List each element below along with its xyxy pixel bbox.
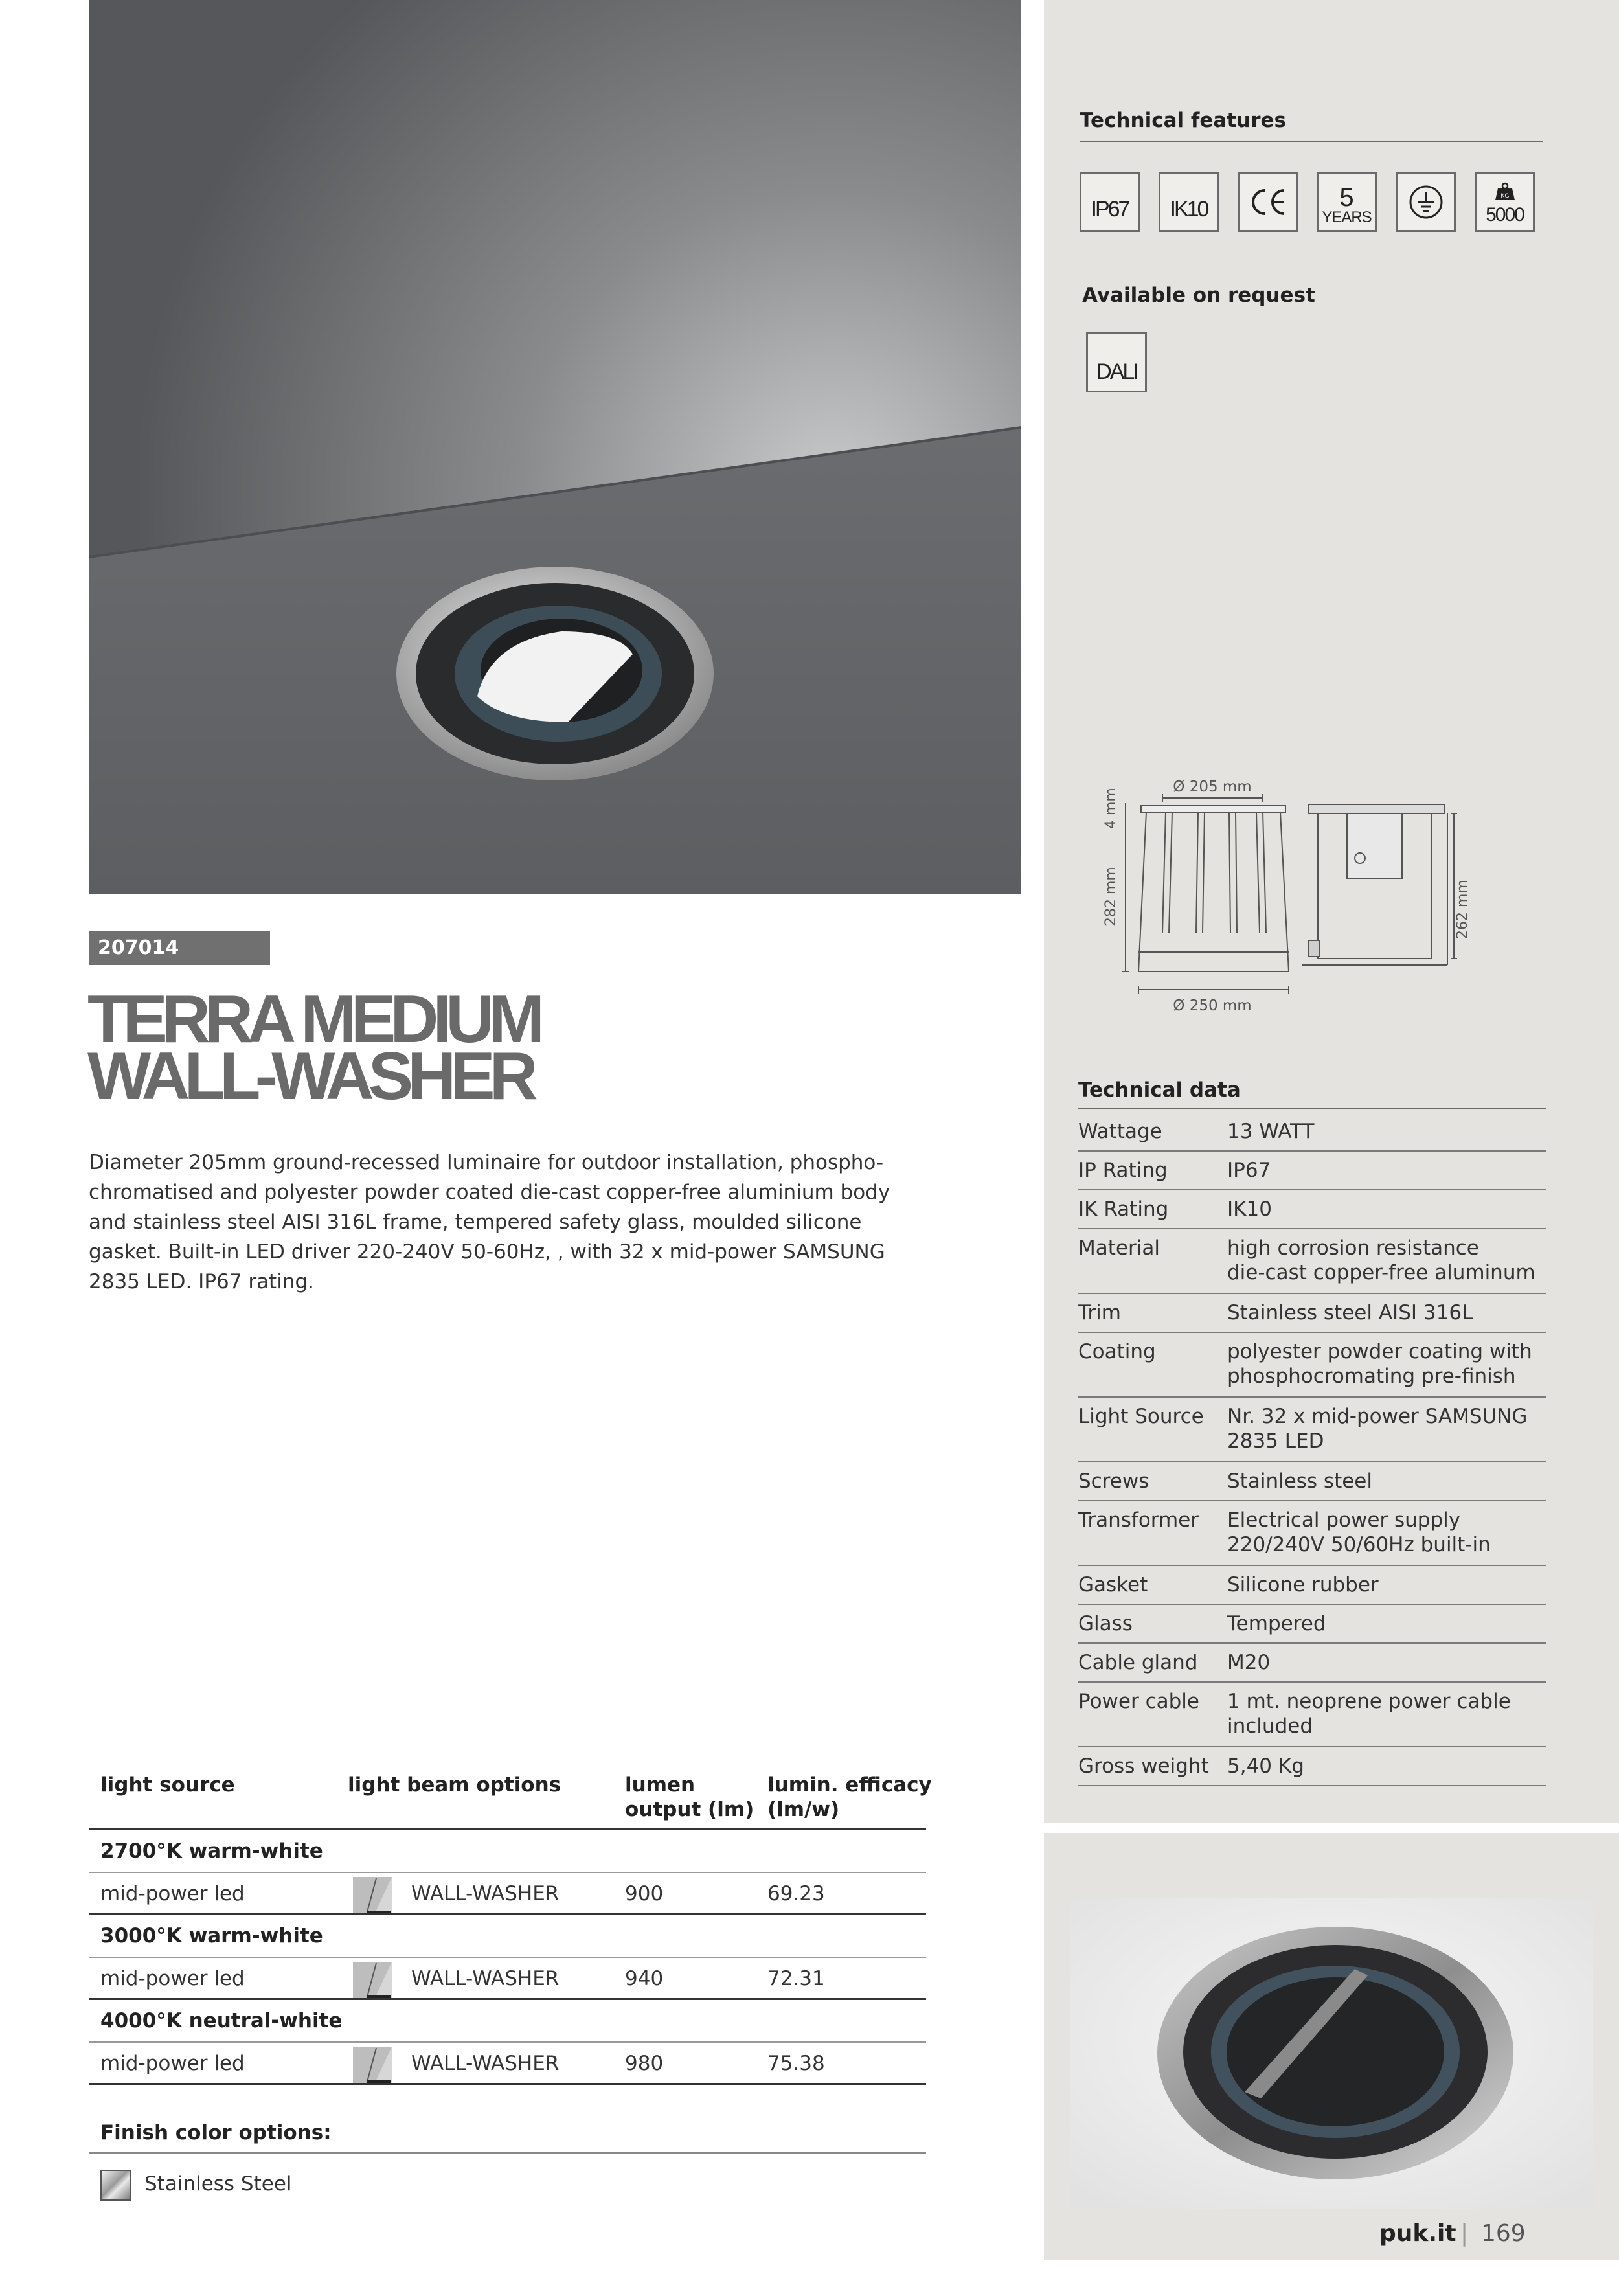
- tech-data-value: Tempered: [1227, 1612, 1326, 1635]
- tech-data-key: Wattage: [1078, 1120, 1162, 1143]
- lumen-output-cell: 900: [625, 1882, 664, 1905]
- tech-data-row: [1078, 1111, 1546, 1152]
- ip-rating-icon: IP67: [1080, 172, 1140, 232]
- product-photo-panel: [1044, 1833, 1619, 2260]
- tech-data-value: polyester powder coating with: [1227, 1340, 1532, 1363]
- tech-data-row: [1078, 1642, 1546, 1683]
- tech-data-value-line2: die-cast copper-free aluminum: [1227, 1261, 1535, 1284]
- frame-height-label: 4 mm: [1103, 788, 1119, 829]
- class-ground-icon: [1396, 172, 1456, 232]
- bottom-diameter-label: Ø 250 mm: [1173, 997, 1252, 1014]
- col-lumen-unit: output (lm): [625, 1798, 754, 1821]
- beam-option-cell: WALL-WASHER: [411, 1967, 560, 1990]
- tech-data-value-line2: 220/240V 50/60Hz built-in: [1227, 1533, 1491, 1556]
- light-source-cell: mid-power led: [100, 1882, 245, 1905]
- page-number: 169: [1481, 2220, 1526, 2247]
- tech-data-value: Stainless steel: [1227, 1470, 1372, 1493]
- tech-data-key: Gross weight: [1078, 1755, 1209, 1778]
- tech-data-row: [1078, 1461, 1546, 1501]
- tech-data-value: Nr. 32 x mid-power SAMSUNG: [1227, 1405, 1528, 1428]
- tech-data-key: Glass: [1078, 1612, 1133, 1635]
- tech-data-row: [1078, 1332, 1546, 1398]
- divider: [89, 1957, 926, 1958]
- tech-data-value-line2: included: [1227, 1714, 1313, 1738]
- divider: [89, 2041, 926, 2043]
- tech-data-key: Gasket: [1078, 1573, 1148, 1597]
- tech-data-key: Trim: [1078, 1301, 1121, 1324]
- tech-data-value: IK10: [1227, 1198, 1272, 1221]
- divider: [89, 2083, 926, 2085]
- tech-data-key: Coating: [1078, 1340, 1156, 1363]
- tech-data-value: IP67: [1227, 1159, 1271, 1182]
- efficacy-cell: 72.31: [767, 1967, 825, 1990]
- finish-title: Finish color options:: [100, 2121, 332, 2144]
- efficacy-cell: 69.23: [767, 1882, 825, 1905]
- color-temperature: 3000°K warm-white: [100, 1924, 323, 1948]
- tech-data-row: [1078, 1746, 1546, 1786]
- product-code: 207014: [89, 931, 270, 965]
- divider: [89, 2152, 926, 2154]
- product-title-line-2: WALL-WASHER: [87, 1039, 532, 1114]
- divider: [89, 1828, 926, 1830]
- col-light-source: light source: [100, 1773, 235, 1797]
- footer-website[interactable]: puk.it: [1379, 2220, 1456, 2247]
- tech-data-row: [1078, 1500, 1546, 1566]
- footer-separator: |: [1460, 2220, 1469, 2247]
- tech-data-row: [1078, 1565, 1546, 1605]
- ik-rating-icon: IK10: [1159, 172, 1219, 232]
- tech-data-key: IK Rating: [1078, 1198, 1169, 1221]
- beam-option-cell: WALL-WASHER: [411, 2052, 560, 2075]
- tech-data-value: 13 WATT: [1227, 1120, 1315, 1143]
- luminaire-photo: [396, 567, 714, 780]
- light-source-cell: mid-power led: [100, 2052, 245, 2075]
- technical-features-title: Technical features: [1080, 109, 1286, 132]
- divider: [89, 1998, 926, 2000]
- tech-data-value: Silicone rubber: [1227, 1573, 1379, 1597]
- divider: [89, 1913, 926, 1915]
- finish-swatch-stainless[interactable]: [100, 2170, 131, 2201]
- tech-data-value-line2: phosphocromating pre-finish: [1227, 1365, 1516, 1388]
- body-height-label: 262 mm: [1455, 880, 1471, 939]
- product-description: Diameter 205mm ground-recessed luminaire for outdoor installation, phospho-chromatised and polyester powder coated die-cast copper-free aluminium body and stainless steel AISI 316L frame, tempered safety glass, moulded silicone gasket. Built-in LED driver 220-240V 50-60Hz, , with 32 x mid-power SAMSUNG 2835 LED. IP67 rating.: [89, 1151, 890, 1293]
- tech-data-key: Screws: [1078, 1470, 1149, 1493]
- dali-icon: DALI: [1086, 332, 1147, 392]
- tech-data-key: Material: [1078, 1236, 1160, 1260]
- top-diameter-label: Ø 205 mm: [1173, 779, 1252, 795]
- divider: [1078, 1108, 1546, 1109]
- tech-data-value: 5,40 Kg: [1227, 1755, 1304, 1778]
- tech-data-value: M20: [1227, 1651, 1271, 1674]
- tech-data-value: Stainless steel AISI 316L: [1227, 1301, 1473, 1324]
- hero-photo: [89, 0, 1021, 894]
- tech-data-key: Power cable: [1078, 1690, 1199, 1713]
- product-title-line-1: TERRA MEDIUM: [87, 982, 539, 1057]
- finish-option-label: Stainless Steel: [144, 2172, 292, 2196]
- tech-data-key: Light Source: [1078, 1405, 1204, 1428]
- tech-data-row: [1078, 1681, 1546, 1747]
- color-temperature: 4000°K neutral-white: [100, 2009, 343, 2032]
- tech-data-key: IP Rating: [1078, 1159, 1168, 1182]
- tech-data-row: [1078, 1604, 1546, 1644]
- technical-data-title: Technical data: [1078, 1078, 1241, 1102]
- tech-data-key: Cable gland: [1078, 1651, 1198, 1674]
- tech-data-value: high corrosion resistance: [1227, 1236, 1479, 1260]
- ce-mark-icon: [1238, 172, 1298, 232]
- tech-data-value: Electrical power supply: [1227, 1508, 1461, 1532]
- tech-data-row: [1078, 1228, 1546, 1294]
- color-temperature: 2700°K warm-white: [100, 1839, 323, 1863]
- tech-data-row: [1078, 1150, 1546, 1190]
- warranty-icon: 5 YEARS: [1317, 172, 1377, 232]
- product-top-view: [1157, 1927, 1513, 2179]
- divider: [1080, 141, 1543, 142]
- tech-data-value-line2: 2835 LED: [1227, 1429, 1324, 1453]
- tech-data-key: Transformer: [1078, 1508, 1199, 1532]
- tech-data-value: 1 mt. neoprene power cable: [1227, 1690, 1511, 1713]
- technical-drawing: [1069, 771, 1561, 1030]
- light-source-cell: mid-power led: [100, 1967, 245, 1990]
- tech-data-row: [1078, 1189, 1546, 1229]
- available-on-request-title: Available on request: [1082, 284, 1315, 307]
- col-efficacy: lumin. efficacy: [767, 1773, 932, 1797]
- col-beam-options: light beam options: [348, 1773, 561, 1797]
- lumen-output-cell: 940: [625, 1967, 664, 1990]
- efficacy-cell: 75.38: [767, 2052, 825, 2075]
- lumen-output-cell: 980: [625, 2052, 664, 2075]
- load-weight-icon: KG 5000: [1475, 172, 1535, 232]
- beam-option-cell: WALL-WASHER: [411, 1882, 560, 1905]
- divider: [89, 1872, 926, 1873]
- svg-text:KG: KG: [1500, 192, 1510, 199]
- col-efficacy-unit: (lm/w): [767, 1798, 840, 1821]
- col-lumen: lumen: [625, 1773, 696, 1797]
- tech-data-row: [1078, 1396, 1546, 1462]
- tech-data-row: [1078, 1293, 1546, 1333]
- total-height-label: 282 mm: [1103, 867, 1119, 926]
